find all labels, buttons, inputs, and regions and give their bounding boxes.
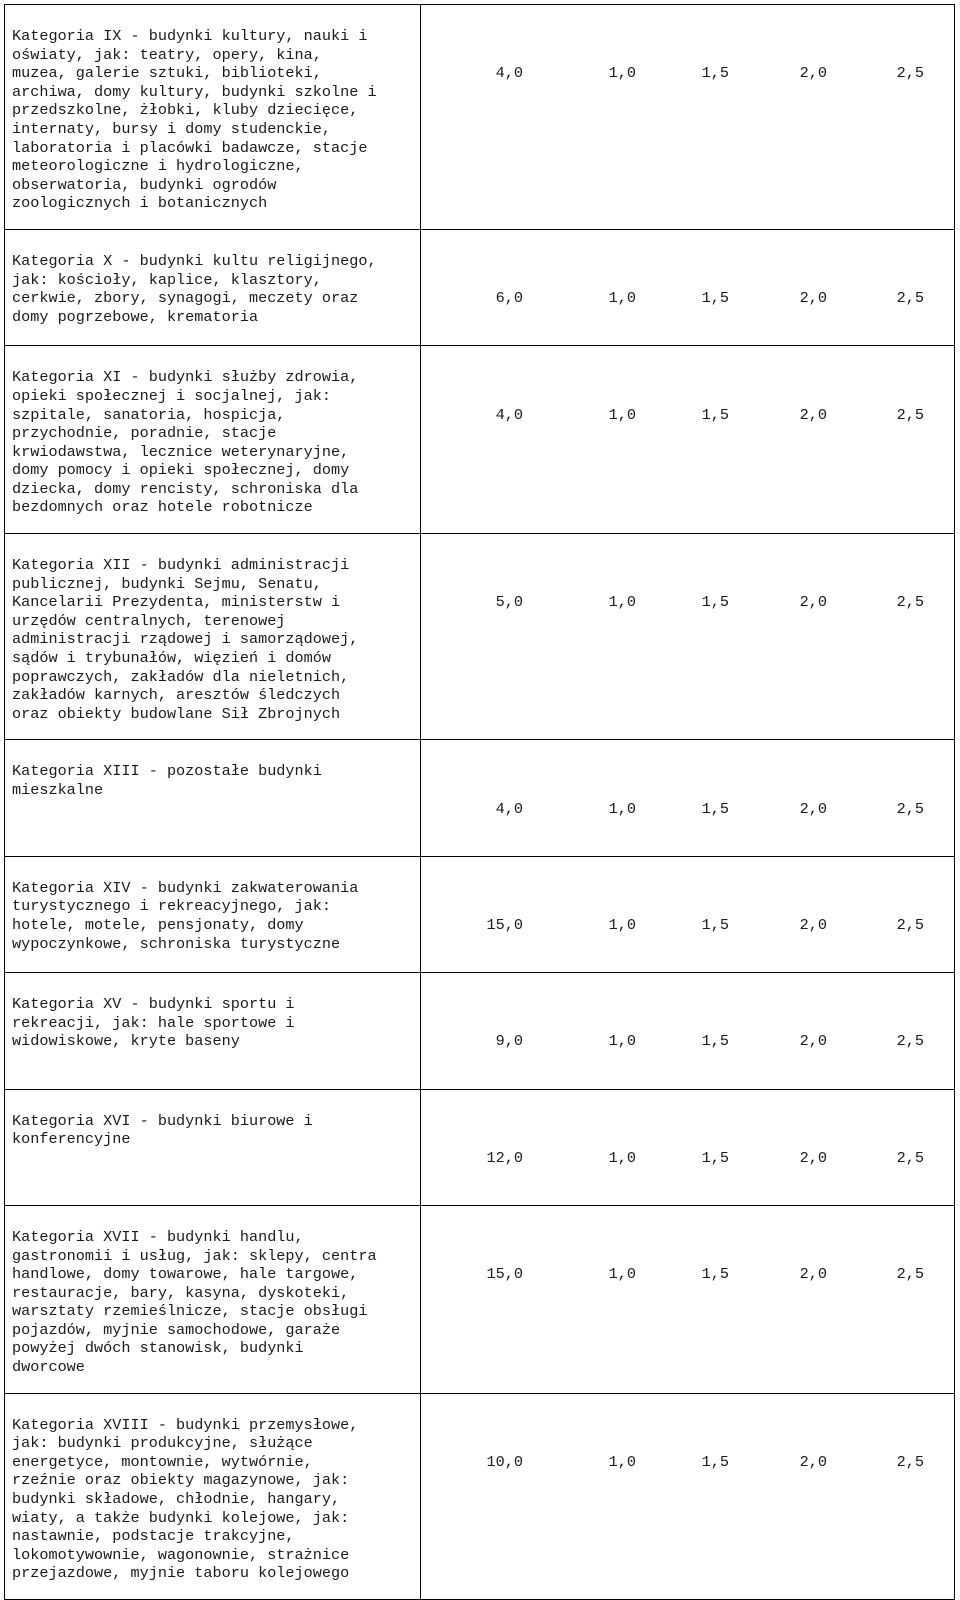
- coefficient-value: 2,5: [896, 64, 924, 83]
- coefficient-value: 1,5: [701, 289, 729, 308]
- coefficient-cell: [421, 534, 955, 740]
- coefficient-value: 4,0: [495, 405, 523, 424]
- category-description: Kategoria XV - budynki sportu i rekreacji, jak: hale sportowe i widowiskowe, kryte baseny: [5, 973, 421, 1089]
- category-description: Kategoria XVIII - budynki przemysłowe, jak: budynki produkcyjne, służące energetyce, montownie, wytwórnie, rzeźnie oraz obiekty magazynowe, jak: budynki składowe, chłodnie, hangary, wiaty, a także budynki kolejowe, jak: nastawnie, podstacje trakcyjne, lokomotywownie, wagonownie, strażnice przejazdowe, myjnie taboru kolejowego: [5, 1393, 421, 1599]
- coefficient-cell: [421, 229, 955, 345]
- coefficient-value: 1,0: [608, 405, 636, 424]
- coefficient-value: 6,0: [495, 289, 523, 308]
- coefficient-value: 2,0: [799, 915, 827, 934]
- table-row: [5, 534, 955, 740]
- coefficient-value: 2,0: [799, 799, 827, 818]
- coefficient-value: 2,5: [896, 289, 924, 308]
- coefficient-value: 12,0: [486, 1148, 523, 1167]
- coefficient-value: 5,0: [495, 593, 523, 612]
- coefficient-value: 4,0: [495, 799, 523, 818]
- coefficient-value: 2,5: [896, 799, 924, 818]
- coefficient-value: 1,5: [701, 915, 729, 934]
- coefficient-value: 1,0: [608, 1032, 636, 1051]
- coefficient-value: 1,0: [608, 1265, 636, 1284]
- coefficient-value: 2,0: [799, 64, 827, 83]
- category-description: Kategoria X - budynki kultu religijnego, jak: kościoły, kaplice, klasztory, cerkwie, zbory, synagogi, meczety oraz domy pogrzebowe, krematoria: [5, 229, 421, 345]
- table-row: [5, 229, 955, 345]
- coefficient-value: 1,5: [701, 1452, 729, 1471]
- coefficient-value: 1,0: [608, 1452, 636, 1471]
- coefficient-value: 2,0: [799, 1032, 827, 1051]
- coefficient-value: 2,5: [896, 1265, 924, 1284]
- coefficient-value: 10,0: [486, 1452, 523, 1471]
- coefficient-value: 2,5: [896, 593, 924, 612]
- coefficient-value: 2,5: [896, 915, 924, 934]
- coefficient-value: 15,0: [486, 915, 523, 934]
- table-row: [5, 5, 955, 230]
- coefficient-value: 1,5: [701, 1148, 729, 1167]
- category-description: Kategoria XIV - budynki zakwaterowania turystycznego i rekreacyjnego, jak: hotele, motele, pensjonaty, domy wypoczynkowe, schroniska turystyczne: [5, 856, 421, 972]
- coefficient-value: 1,0: [608, 915, 636, 934]
- coefficient-value: 1,5: [701, 1032, 729, 1051]
- coefficient-cell: [421, 1393, 955, 1599]
- category-description: Kategoria IX - budynki kultury, nauki i oświaty, jak: teatry, opery, kina, muzea, galerie sztuki, biblioteki, archiwa, domy kultury, budynki szkolne i przedszkolne, żłobki, kluby dziecięce, internaty, bursy i domy studenckie, laboratoria i placówki badawcze, stacje meteorologiczne i hydrologiczne, obserwatoria, budynki ogrodów zoologicznych i botanicznych: [5, 5, 421, 230]
- category-description: Kategoria XVII - budynki handlu, gastronomii i usług, jak: sklepy, centra handlowe, domy towarowe, hale targowe, restauracje, bary, kasyna, dyskoteki, warsztaty rzemieślnicze, stacje obsługi pojazdów, myjnie samochodowe, garaże powyżej dwóch stanowisk, budynki dworcowe: [5, 1205, 421, 1393]
- category-description: Kategoria XIII - pozostałe budynki mieszkalne: [5, 740, 421, 856]
- table-row: [5, 1393, 955, 1599]
- coefficient-value: 1,0: [608, 64, 636, 83]
- coefficient-value: 1,5: [701, 593, 729, 612]
- coefficient-value: 9,0: [495, 1032, 523, 1051]
- coefficient-value: 2,5: [896, 1148, 924, 1167]
- category-description: Kategoria XII - budynki administracji publicznej, budynki Sejmu, Senatu, Kancelarii Prezydenta, ministerstw i urzędów centralnych, terenowej administracji rządowej i samorządowej, sądów i trybunałów, więzień i domów poprawczych, zakładów dla nieletnich, zakładów karnych, aresztów śledczych oraz obiekty budowlane Sił Zbrojnych: [5, 534, 421, 740]
- category-table: [4, 4, 955, 1600]
- coefficient-value: 2,0: [799, 1452, 827, 1471]
- table-row: [5, 740, 955, 856]
- coefficient-value: 1,5: [701, 1265, 729, 1284]
- coefficient-value: 4,0: [495, 64, 523, 83]
- category-description: Kategoria XI - budynki służby zdrowia, opieki społecznej i socjalnej, jak: szpitale, sanatoria, hospicja, przychodnie, poradnie, stacje krwiodawstwa, lecznice weterynaryjne, domy pomocy i opieki społecznej, domy dziecka, domy rencisty, schroniska dla bezdomnych oraz hotele robotnicze: [5, 346, 421, 534]
- coefficient-cell: [421, 740, 955, 856]
- coefficient-value: 1,5: [701, 405, 729, 424]
- coefficient-value: 1,5: [701, 64, 729, 83]
- coefficient-value: 1,5: [701, 799, 729, 818]
- coefficient-value: 2,5: [896, 1032, 924, 1051]
- coefficient-cell: [421, 5, 955, 230]
- coefficient-value: 2,0: [799, 405, 827, 424]
- coefficient-value: 1,0: [608, 799, 636, 818]
- coefficient-value: 2,0: [799, 1265, 827, 1284]
- coefficient-value: 2,0: [799, 1148, 827, 1167]
- coefficient-value: 1,0: [608, 1148, 636, 1167]
- coefficient-value: 2,0: [799, 289, 827, 308]
- coefficient-value: 2,5: [896, 405, 924, 424]
- category-description: Kategoria XVI - budynki biurowe i konferencyjne: [5, 1089, 421, 1205]
- coefficient-value: 15,0: [486, 1265, 523, 1284]
- coefficient-value: 2,5: [896, 1452, 924, 1471]
- coefficient-value: 1,0: [608, 289, 636, 308]
- coefficient-value: 2,0: [799, 593, 827, 612]
- coefficient-value: 1,0: [608, 593, 636, 612]
